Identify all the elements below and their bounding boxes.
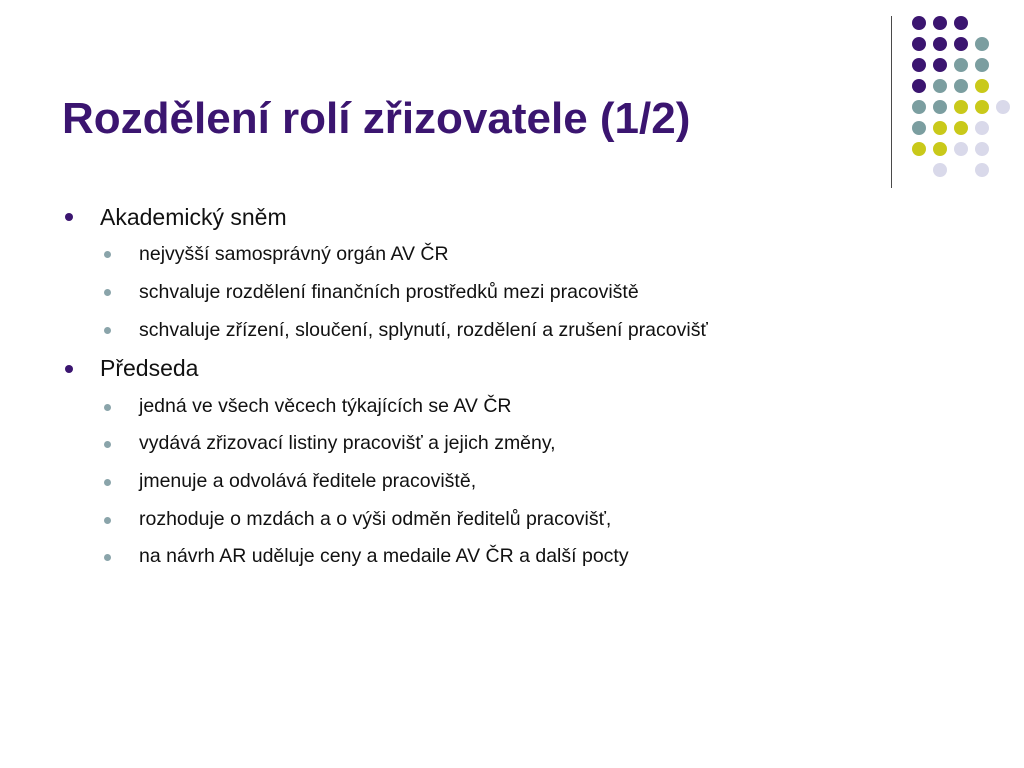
sub-bullet-icon (104, 554, 111, 561)
bullet-icon (65, 365, 73, 373)
sub-bullet-icon (104, 289, 111, 296)
list-item-level2: nejvyšší samosprávný orgán AV ČR (139, 243, 449, 265)
list-item-level2: schvaluje rozdělení finančních prostředků mezi pracoviště (139, 281, 639, 303)
list-item-level2: jmenuje a odvolává ředitele pracoviště, (139, 470, 477, 492)
sub-bullet-icon (104, 441, 111, 448)
page-title: Rozdělení rolí zřizovatele (1/2) (62, 94, 691, 143)
list-item-level2: rozhoduje o mzdách a o výši odměn ředitelů pracovišť, (139, 508, 612, 530)
sub-bullet-icon (104, 404, 111, 411)
list-item-level1: Akademický sněm (100, 204, 287, 230)
sub-bullet-icon (104, 479, 111, 486)
bullet-icon (65, 213, 73, 221)
list-item-level2: vydává zřizovací listiny pracovišť a jejich změny, (139, 432, 556, 454)
sub-bullet-icon (104, 251, 111, 258)
list-item-level1: Předseda (100, 355, 199, 381)
list-item-level2: schvaluje zřízení, sloučení, splynutí, rozdělení a zrušení pracovišť (139, 319, 708, 341)
list-item-level2: jedná ve všech věcech týkajících se AV ČR (139, 395, 512, 417)
sub-bullet-icon (104, 517, 111, 524)
list-item-level2: na návrh AR uděluje ceny a medaile AV ČR a další pocty (139, 545, 629, 567)
sub-bullet-icon (104, 327, 111, 334)
